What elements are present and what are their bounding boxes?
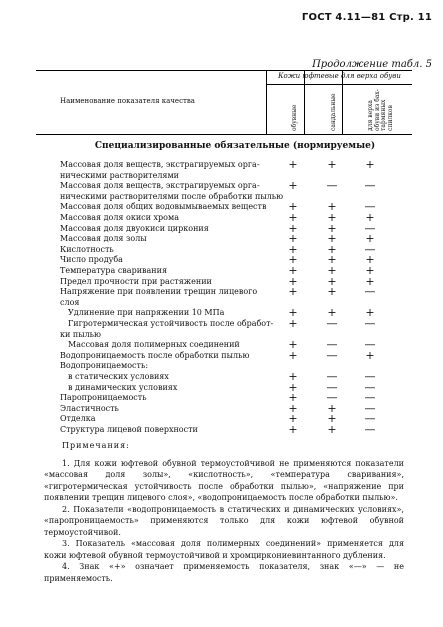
- dash-mark: —: [364, 391, 376, 405]
- dash-mark: —: [364, 380, 376, 394]
- plus-mark: +: [288, 317, 298, 330]
- plus-mark: +: [365, 232, 375, 246]
- plus-mark: +: [288, 200, 298, 214]
- plus-mark: +: [327, 401, 337, 415]
- plus-mark: +: [327, 306, 337, 320]
- plus-mark: +: [288, 401, 298, 415]
- dash-mark: —: [364, 285, 376, 299]
- plus-mark: +: [327, 242, 337, 256]
- dash-mark: —: [364, 242, 376, 256]
- row-label: Массовая доля двуокиси циркония: [60, 223, 209, 233]
- dash-mark: —: [326, 391, 338, 405]
- row-label: ническими растворителями: [60, 170, 180, 180]
- plus-mark: +: [288, 370, 298, 383]
- column-header-sandal: сандальные: [330, 93, 337, 131]
- name-column-header: Наименование показателя качества: [60, 97, 195, 105]
- row-label: слоя: [60, 297, 80, 307]
- dash-mark: —: [326, 370, 338, 383]
- dash-mark: —: [326, 348, 338, 362]
- plus-mark: +: [288, 232, 298, 246]
- plus-mark: +: [327, 264, 337, 277]
- plus-mark: +: [327, 211, 337, 224]
- plus-mark: +: [365, 264, 375, 277]
- plus-mark: +: [288, 338, 298, 352]
- column-header-split: для верха обуви из бах-тармяных спилков: [367, 89, 394, 131]
- plus-mark: +: [288, 274, 298, 288]
- note-item: 2. Показатели «водопроницаемость в статических и динамических условиях», «паропроницаемость» применяются только для кожи юфтевой обувной термоустойчивой.: [44, 504, 404, 537]
- note-item: 4. Знак «+» означает применяемость показателя, знак «—» — не применяемость.: [44, 562, 404, 583]
- dash-mark: —: [326, 380, 338, 394]
- row-label: Массовая доля веществ, экстрагируемых орга-: [60, 181, 260, 191]
- plus-mark: +: [327, 274, 337, 288]
- plus-mark: +: [365, 306, 375, 320]
- row-label: Паропроницаемость: [60, 393, 147, 403]
- row-label: Предел прочности при растяжении: [60, 276, 212, 286]
- row-label: ки пылью: [60, 329, 101, 339]
- plus-mark: +: [365, 211, 375, 224]
- plus-mark: +: [288, 179, 298, 193]
- row-label: Напряжение при появлении трещин лицевого: [60, 287, 258, 297]
- plus-mark: +: [288, 158, 298, 171]
- row-label: Удлинение при напряжении 10 МПа: [68, 308, 225, 318]
- plus-mark: +: [327, 412, 337, 426]
- row-label: Температура сваривания: [60, 266, 168, 275]
- plus-mark: +: [288, 285, 298, 299]
- plus-mark: +: [365, 274, 375, 288]
- table-caption: Продолжение табл. 5: [312, 59, 432, 70]
- row-label: Кислотность: [60, 244, 114, 254]
- row-label: Водопроницаемость после обработки пылью: [60, 350, 250, 360]
- dash-mark: —: [364, 317, 376, 330]
- dash-mark: —: [364, 423, 376, 436]
- dash-mark: —: [364, 221, 376, 235]
- table-divider: [304, 71, 305, 134]
- plus-mark: +: [288, 253, 298, 267]
- plus-mark: +: [365, 253, 375, 267]
- plus-mark: +: [327, 285, 337, 299]
- notes: [44, 440, 404, 584]
- plus-mark: +: [288, 221, 298, 235]
- dash-mark: —: [326, 317, 338, 330]
- plus-mark: +: [365, 158, 375, 171]
- plus-mark: +: [288, 412, 298, 426]
- page-header: ГОСТ 4.11—81 Стр. 11: [301, 12, 432, 23]
- row-label: Структура лицевой поверхности: [60, 425, 198, 434]
- row-label: Эластичность: [60, 403, 119, 413]
- plus-mark: +: [288, 423, 298, 436]
- plus-mark: +: [288, 391, 298, 405]
- plus-mark: +: [288, 264, 298, 277]
- plus-mark: +: [288, 211, 298, 224]
- notes-title: Примечания:: [62, 441, 130, 450]
- plus-mark: +: [288, 306, 298, 320]
- group-column-header: Кожи юфтевые для верха обуви: [278, 72, 401, 80]
- note-item: 3. Показатель «массовая доля полимерных соединений» применяется для кожи юфтевой обувной термоустойчивой и хромциркониевинтанного дубления.: [44, 539, 404, 560]
- plus-mark: +: [327, 158, 337, 171]
- plus-mark: +: [365, 348, 375, 362]
- dash-mark: —: [364, 200, 376, 214]
- note-item: 1. Для кожи юфтевой обувной термоустойчивой не применяются показатели «массовая доля золы», «кислотность», «температура сваривания», «гигротермическая устойчивость после обработки пылью», «напряжение при появлении трещин лицевого слоя», «водопроницаемость после обработки пылью».: [44, 458, 404, 502]
- table-divider: [342, 71, 343, 134]
- dash-mark: —: [364, 179, 376, 193]
- dash-mark: —: [364, 401, 376, 415]
- dash-mark: —: [326, 338, 338, 352]
- plus-mark: +: [327, 253, 337, 267]
- row-label: Гигротермическая устойчивость после обработ-: [68, 319, 274, 328]
- dash-mark: —: [364, 338, 376, 352]
- plus-mark: +: [327, 200, 337, 214]
- row-label: в динамических условиях: [68, 382, 178, 392]
- plus-mark: +: [288, 242, 298, 256]
- section-title: Специализированные обязательные (нормируемые): [94, 141, 376, 151]
- plus-mark: +: [288, 380, 298, 394]
- row-label: Отделка: [60, 414, 96, 424]
- row-label: Массовая доля полимерных соединений: [68, 340, 240, 350]
- row-label: Массовая доля золы: [60, 234, 147, 244]
- table-divider: [266, 71, 267, 134]
- plus-mark: +: [327, 221, 337, 235]
- row-label: Водопроницаемость:: [60, 361, 149, 371]
- dash-mark: —: [364, 370, 376, 383]
- table-divider: [266, 84, 412, 85]
- row-label: ническими растворителями после обработки пылью: [60, 191, 284, 201]
- column-header-shoe: обувные: [291, 104, 298, 131]
- row-label: Массовая доля окиси хрома: [60, 213, 179, 222]
- row-label: в статических условиях: [68, 372, 169, 381]
- row-label: Массовая доля веществ, экстрагируемых орга-: [60, 160, 260, 169]
- plus-mark: +: [327, 232, 337, 246]
- plus-mark: +: [327, 423, 337, 436]
- dash-mark: —: [364, 412, 376, 426]
- row-label: Число продуба: [60, 255, 123, 265]
- plus-mark: +: [288, 348, 298, 362]
- row-label: Массовая доля общих водовымываемых веществ: [60, 202, 267, 212]
- dash-mark: —: [326, 179, 338, 193]
